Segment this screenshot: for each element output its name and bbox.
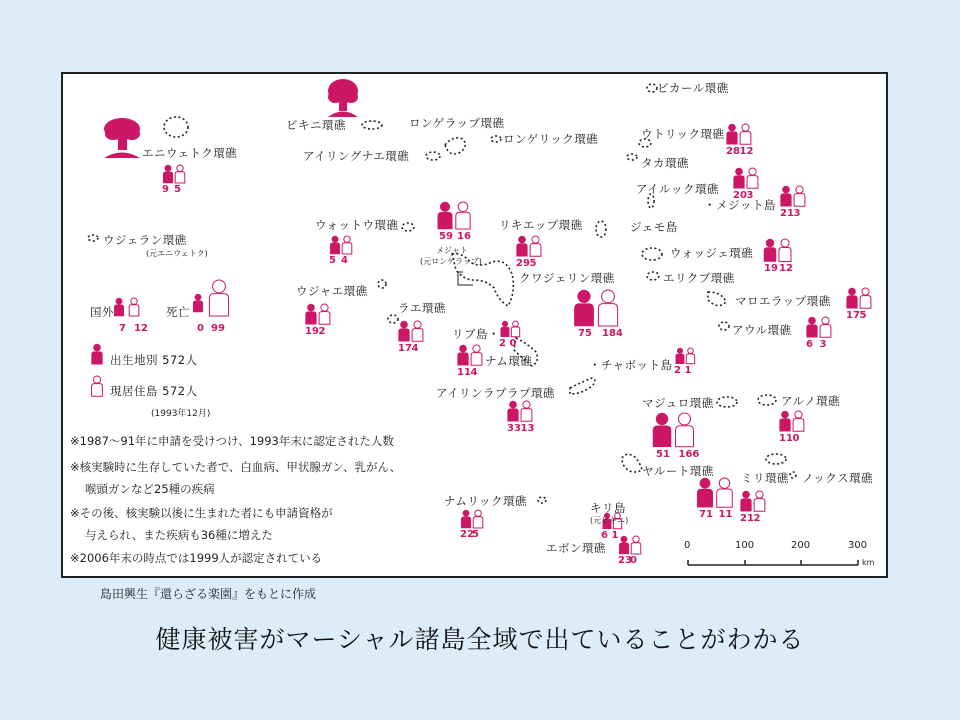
label-kili-sub: (元ビキニ): [590, 516, 629, 525]
birthplace-person-icon: [780, 411, 791, 431]
birthplace-person-icon: [764, 239, 776, 262]
birthplace-person-icon: [399, 321, 410, 341]
count-residence: 3: [746, 189, 754, 201]
birthplace-person-icon: [517, 236, 528, 256]
legend-dead-label: 死亡: [166, 305, 190, 319]
birthplace-person-icon: [306, 304, 317, 324]
note-4: ※その後、核実験以後に生まれた者にも申請資格が: [70, 506, 333, 520]
scale-unit: km: [862, 558, 875, 567]
count-birthplace: 6: [806, 338, 813, 350]
count-residence: 2: [753, 512, 761, 524]
count-residence: 1: [611, 529, 619, 541]
count-birthplace: 28: [726, 145, 740, 157]
count-birthplace: 19: [305, 325, 319, 337]
residence-person-icon: [686, 348, 694, 364]
birthplace-person-icon: [781, 186, 792, 206]
birthplace-person-icon: [501, 321, 509, 337]
label-knox: ノックス環礁: [802, 471, 874, 485]
residence-person-icon: [129, 298, 139, 316]
label-rongerik: ロンゲリック環礁: [503, 132, 599, 146]
birthplace-person-icon: [697, 478, 713, 507]
birthplace-person-icon: [438, 202, 452, 229]
count-residence: 4: [411, 342, 419, 354]
residence-person-icon: [175, 165, 185, 183]
birthplace-person-icon: [508, 401, 519, 421]
count-birthplace: 71: [699, 509, 713, 521]
residence-person-icon: [779, 239, 791, 262]
scale-bar: [688, 560, 858, 565]
legend-date: (1993年12月): [151, 409, 211, 419]
residence-person-icon: [456, 202, 470, 229]
birthplace-person-icon: [574, 290, 593, 326]
count-residence: 184: [602, 328, 623, 340]
residence-person-icon: [319, 304, 330, 324]
count-residence: 5: [859, 309, 867, 321]
birthplace-person-icon: [727, 124, 738, 144]
count-residence: 4: [470, 366, 478, 378]
birthplace-person-icon: [163, 165, 173, 183]
residence-person-icon: [511, 321, 519, 337]
count-residence: 5: [174, 184, 181, 196]
note-6: ※2006年末の時点では1999人が認定されている: [70, 551, 323, 565]
legend-dead-birth: 0: [197, 323, 204, 334]
label-ujae: ウジャエ環礁: [296, 284, 368, 298]
count-birthplace: 20: [733, 189, 747, 201]
residence-person-icon: [209, 280, 228, 316]
birthplace-person-icon: [676, 348, 684, 364]
residence-person-icon: [530, 236, 541, 256]
residence-person-icon: [473, 510, 483, 528]
label-mejit: ・メジット島: [704, 198, 776, 212]
label-mejatto-sub: (元ロンゲラップ): [420, 257, 482, 266]
label-kili: キリ島: [590, 501, 626, 515]
count-residence: 4: [341, 255, 348, 267]
birthplace-person-icon: [458, 345, 469, 365]
birthplace-person-icon: [330, 236, 340, 254]
residence-person-icon: [754, 491, 765, 511]
count-birthplace: 22: [460, 529, 474, 541]
residence-person-icon: [793, 411, 804, 431]
legend-dead-res: 99: [211, 323, 225, 334]
label-rongelap: ロンゲラップ環礁: [409, 116, 505, 130]
label-utirik: ウトリック環礁: [641, 127, 725, 141]
note-5: 与えられ、また疾病も36種に増えた: [85, 528, 273, 542]
count-birthplace: 23: [618, 555, 632, 567]
count-residence: 3: [793, 207, 801, 219]
birthplace-person-icon: [619, 536, 629, 554]
count-residence: 0: [792, 432, 800, 444]
birthplace-person-icon: [734, 168, 745, 188]
label-majuro: マジュロ環礁: [642, 396, 714, 410]
label-lae: ラエ環礁: [398, 301, 446, 315]
scale-tick-300: 300: [848, 540, 868, 551]
label-erikub: エリクブ環礁: [663, 271, 735, 285]
count-birthplace: 5: [329, 255, 336, 267]
residence-person-icon: [471, 345, 482, 365]
headline: 健康被害がマーシャル諸島全域で出ていることがわかる: [155, 625, 805, 654]
mushroom-cloud-icon: [328, 79, 358, 117]
count-residence: 12: [779, 263, 793, 274]
count-residence: 2: [318, 325, 326, 337]
residence-person-icon: [598, 290, 617, 326]
residence-person-icon: [820, 317, 831, 337]
label-enewetak: エニウェトク環礁: [142, 146, 238, 160]
count-residence: 1: [684, 364, 692, 376]
count-residence: 3: [819, 338, 827, 350]
label-namorik: ナムリック環礁: [444, 494, 527, 508]
label-jemo: ジェモ島: [630, 220, 678, 234]
label-wotje: ウォッジェ環礁: [670, 246, 754, 260]
count-birthplace: 75: [578, 328, 592, 340]
note-3: 喉頭ガンなど25種の疾病: [85, 482, 215, 496]
count-residence: 5: [472, 529, 479, 541]
birthplace-person-icon: [114, 298, 124, 316]
residence-person-icon: [717, 478, 733, 507]
count-residence: 5: [529, 257, 537, 269]
label-lib: リブ島・: [452, 327, 500, 341]
label-namu: ナム環礁: [485, 354, 533, 368]
count-birthplace: 11: [457, 366, 471, 378]
label-ailinglaplap: アイリンラプラプ環礁: [436, 386, 555, 400]
count-birthplace: 17: [398, 342, 412, 354]
label-ujelang-sub: (元エニウェトク): [146, 249, 208, 258]
count-birthplace: 21: [780, 207, 794, 219]
note-2: ※核実験時に生存していた者で、白血病、甲状腺ガン、乳がん、: [70, 460, 402, 474]
residence-person-icon: [412, 321, 423, 341]
legend-abroad-birth: 7: [119, 323, 126, 334]
label-aur: アウル環礁: [732, 323, 792, 337]
count-residence: 16: [457, 230, 471, 242]
count-residence: 13: [520, 422, 535, 434]
label-jabwot: ・チャボット島: [589, 358, 673, 372]
count-birthplace: 11: [779, 432, 793, 444]
label-mili: ミリ環礁: [741, 471, 789, 485]
birthplace-person-icon: [193, 294, 203, 312]
count-residence: 12: [739, 145, 754, 157]
mushroom-cloud-icon: [104, 118, 140, 158]
count-residence: 0: [630, 555, 637, 567]
count-residence: 0: [509, 337, 517, 349]
label-kwajalein: クワジェリン環礁: [519, 271, 615, 285]
label-ailuk: アイルック環礁: [636, 182, 719, 196]
residence-person-icon: [342, 236, 352, 254]
birthplace-person-icon: [741, 491, 752, 511]
residence-person-icon: [92, 376, 103, 396]
count-birthplace: 33: [507, 422, 521, 434]
birthplace-person-icon: [807, 317, 818, 337]
count-birthplace: 17: [846, 309, 860, 321]
birthplace-person-icon: [461, 510, 471, 528]
label-jaluit: ヤルート環礁: [642, 464, 714, 478]
label-bikini: ビキニ環礁: [286, 118, 346, 132]
residence-person-icon: [740, 124, 751, 144]
residence-person-icon: [794, 186, 805, 206]
source-credit: 島田興生『還らざる楽園』をもとに作成: [100, 587, 317, 601]
birthplace-person-icon: [92, 344, 103, 364]
count-birthplace: 51: [656, 449, 670, 460]
label-ailinginae: アイリングナエ環礁: [303, 149, 410, 163]
scale-tick-0: 0: [684, 540, 691, 551]
count-birthplace: 21: [740, 512, 754, 524]
birthplace-person-icon: [847, 288, 858, 308]
legend-residence: 現居住島 572人: [110, 384, 198, 398]
residence-person-icon: [860, 288, 871, 308]
count-birthplace: 29: [516, 257, 530, 269]
birthplace-person-icon: [653, 413, 671, 447]
label-taka: タカ環礁: [641, 156, 689, 170]
count-birthplace: 9: [162, 184, 169, 196]
label-wotho: ウォットウ環礁: [315, 218, 399, 232]
scale-tick-100: 100: [735, 540, 755, 551]
count-residence: 11: [718, 509, 733, 521]
legend-abroad-res: 12: [134, 323, 148, 334]
residence-person-icon: [521, 401, 532, 421]
residence-person-icon: [747, 168, 758, 188]
label-ujelang: ウジェラン環礁: [103, 233, 187, 247]
label-mejatto: メジャト: [436, 246, 468, 255]
residence-person-icon: [676, 413, 694, 447]
label-arno: アルノ環礁: [781, 394, 841, 408]
legend-abroad-label: 国外: [90, 305, 114, 319]
label-bikar: ビカール環礁: [657, 81, 729, 95]
count-birthplace: 2: [674, 364, 681, 376]
count-birthplace: 6: [601, 529, 608, 541]
count-residence: 166: [678, 449, 700, 460]
label-maloelap: マロエラップ環礁: [735, 294, 831, 308]
count-birthplace: 19: [764, 263, 778, 274]
residence-person-icon: [631, 536, 641, 554]
count-birthplace: 59: [439, 230, 453, 242]
label-likiep: リキエップ環礁: [499, 218, 583, 232]
note-1: ※1987～91年に申請を受けつけ、1993年末に認定された人数: [70, 434, 394, 448]
count-birthplace: 2: [499, 337, 506, 349]
legend-birthplace: 出生地別 572人: [110, 353, 198, 367]
label-ebon: エボン環礁: [546, 541, 606, 555]
scale-tick-200: 200: [791, 540, 811, 551]
